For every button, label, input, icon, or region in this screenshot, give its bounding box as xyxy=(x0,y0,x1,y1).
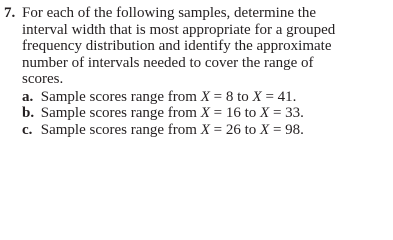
part-letter: c. xyxy=(22,121,33,138)
stem-line: For each of the following samples, determine the xyxy=(22,5,317,21)
part-text: = 8 to xyxy=(209,89,253,105)
part-text: = 16 to xyxy=(209,105,261,122)
part-text: Sample scores range from xyxy=(40,105,201,122)
variable: X xyxy=(200,89,210,105)
part-a xyxy=(22,89,388,105)
part-text: Sample scores range from xyxy=(40,89,201,105)
stem-line: interval width that is most appropriate for a grouped xyxy=(22,21,336,38)
variable: X xyxy=(260,105,270,122)
part-text: = 41. xyxy=(261,89,297,105)
problem-number: 7. xyxy=(4,5,16,21)
part-text: = 33. xyxy=(269,105,304,122)
part-c xyxy=(22,122,388,138)
part-text: = 98. xyxy=(269,121,304,138)
variable: X xyxy=(200,105,210,122)
problem-parts xyxy=(22,89,388,138)
part-text: = 26 to xyxy=(209,121,261,138)
stem-line: number of intervals needed to cover the range of xyxy=(22,54,314,71)
part-letter: a. xyxy=(22,89,34,105)
variable: X xyxy=(200,121,210,138)
part-letter: b. xyxy=(22,105,35,122)
variable: X xyxy=(252,89,262,105)
stem-line: frequency distribution and identify the approximate xyxy=(22,38,332,54)
part-b xyxy=(22,105,388,121)
variable: X xyxy=(260,121,270,138)
problem-stem xyxy=(22,5,388,88)
part-text: Sample scores range from xyxy=(40,121,201,138)
stem-line: scores. xyxy=(22,71,64,87)
